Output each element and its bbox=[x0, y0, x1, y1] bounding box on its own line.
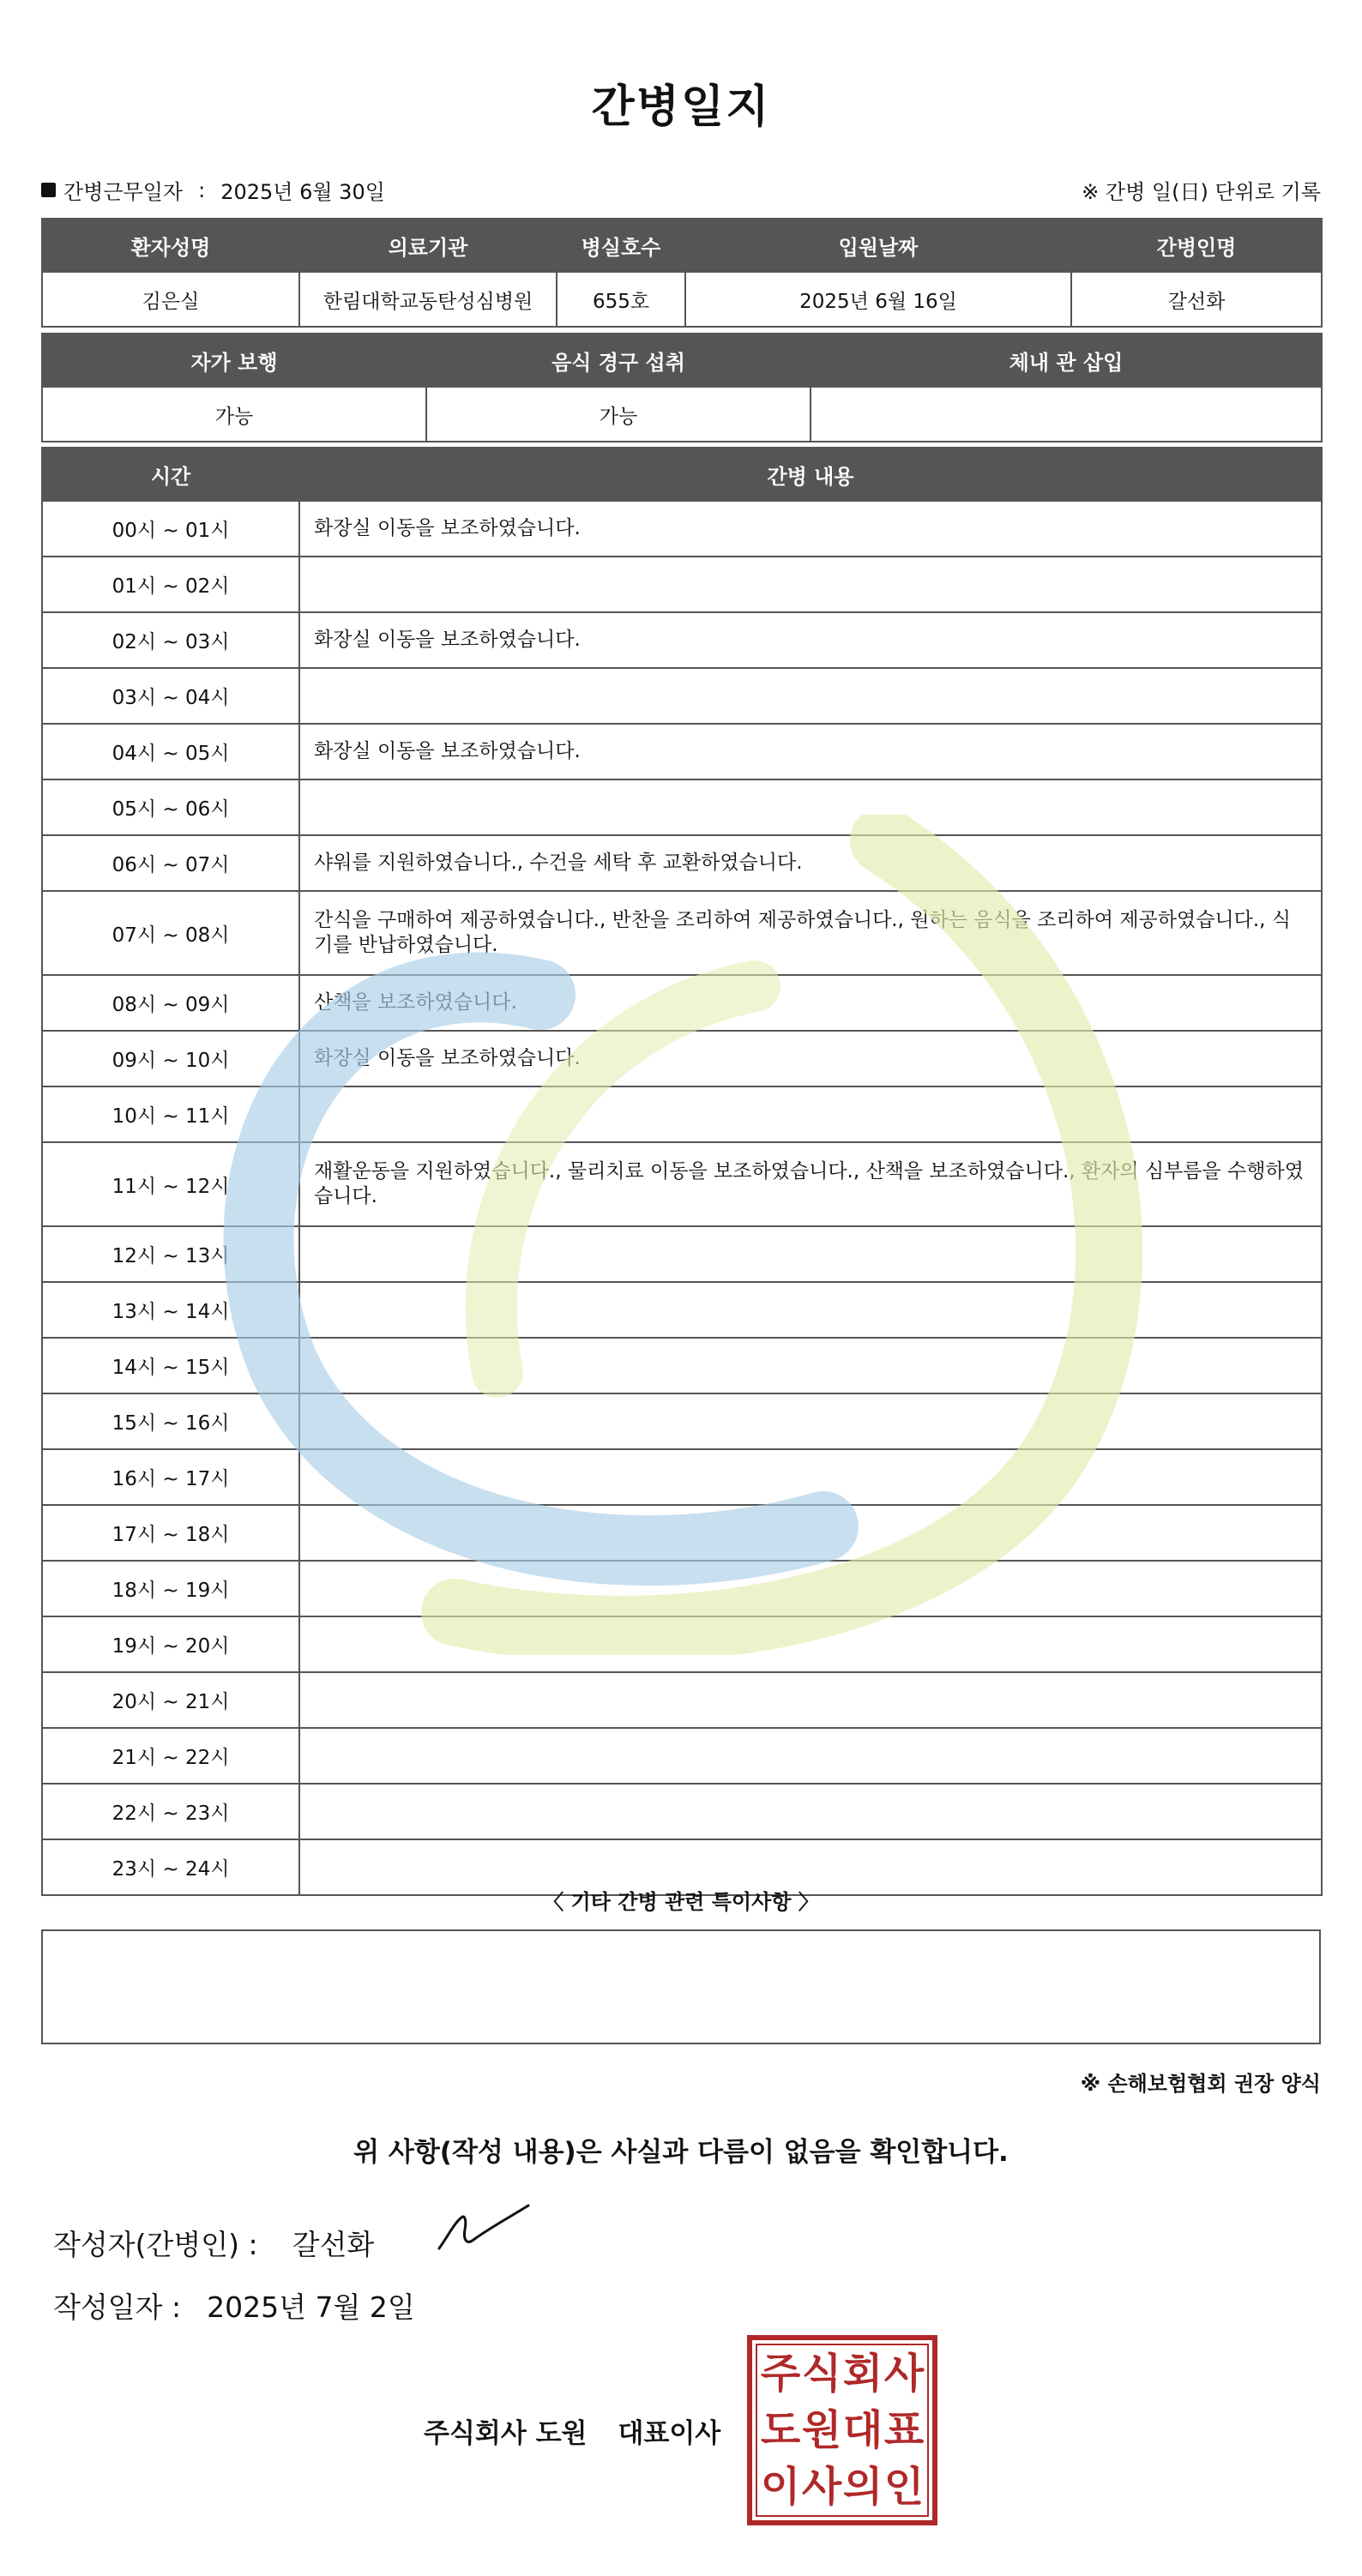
care-log-time: 09시 ~ 10시 bbox=[42, 1031, 299, 1086]
header-hospital: 의료기관 bbox=[299, 219, 557, 272]
care-log-content: 샤워를 지원하였습니다., 수건을 세탁 후 교환하였습니다. bbox=[299, 835, 1322, 891]
care-log-time: 17시 ~ 18시 bbox=[42, 1505, 299, 1561]
care-log-time: 00시 ~ 01시 bbox=[42, 501, 299, 557]
care-log-time: 11시 ~ 12시 bbox=[42, 1142, 299, 1226]
status-info-header-row bbox=[42, 334, 1322, 387]
work-date-label: 간병근무일자 bbox=[63, 180, 184, 204]
care-log-time: 10시 ~ 11시 bbox=[42, 1086, 299, 1142]
header-admission-date: 입원날짜 bbox=[685, 219, 1071, 272]
care-log-time: 01시 ~ 02시 bbox=[42, 557, 299, 612]
seal-character: 이 bbox=[760, 2463, 801, 2511]
care-log-row bbox=[42, 501, 1322, 557]
care-log-time: 18시 ~ 19시 bbox=[42, 1561, 299, 1616]
room-number: 655호 bbox=[557, 272, 685, 327]
seal-character: 회 bbox=[842, 2350, 883, 2398]
header-room-number: 병실호수 bbox=[557, 219, 685, 272]
company-name: 주식회사 도원 bbox=[424, 2418, 588, 2449]
company-row bbox=[424, 2411, 720, 2450]
care-log-time: 02시 ~ 03시 bbox=[42, 612, 299, 668]
care-log-row bbox=[42, 1672, 1322, 1728]
care-log-time: 05시 ~ 06시 bbox=[42, 779, 299, 835]
care-log-content bbox=[299, 1784, 1322, 1839]
seal-character: 표 bbox=[883, 2406, 925, 2454]
header-care-content: 간병 내용 bbox=[299, 448, 1322, 501]
care-log-time: 19시 ~ 20시 bbox=[42, 1616, 299, 1672]
header-patient-name: 환자성명 bbox=[42, 219, 299, 272]
care-log-content: 화장실 이동을 보조하였습니다. bbox=[299, 501, 1322, 557]
care-log-time: 12시 ~ 13시 bbox=[42, 1226, 299, 1282]
work-date-row bbox=[41, 175, 385, 205]
patient-info-header-row bbox=[42, 219, 1322, 272]
watermark-logo bbox=[206, 815, 1184, 1655]
seal-character: 식 bbox=[801, 2350, 842, 2398]
representative-title: 대표이사 bbox=[618, 2418, 721, 2449]
seal-character: 사 bbox=[801, 2463, 842, 2511]
form-source-note: ※ 손해보험협회 권장 양식 bbox=[1080, 2072, 1321, 2096]
patient-info-value-row bbox=[42, 272, 1322, 327]
seal-character: 원 bbox=[801, 2406, 842, 2454]
care-log-time: 21시 ~ 22시 bbox=[42, 1728, 299, 1784]
hospital-name: 한림대학교동탄성심병원 bbox=[299, 272, 557, 327]
care-log-content bbox=[299, 557, 1322, 612]
care-log-content: 화장실 이동을 보조하였습니다. bbox=[299, 612, 1322, 668]
care-log-row bbox=[42, 612, 1322, 668]
oral-intake-value: 가능 bbox=[426, 387, 811, 442]
admission-date: 2025년 6월 16일 bbox=[685, 272, 1071, 327]
signature-mark bbox=[436, 2202, 532, 2257]
seal-character: 주 bbox=[760, 2350, 801, 2398]
care-log-content bbox=[299, 668, 1322, 724]
care-log-time: 07시 ~ 08시 bbox=[42, 891, 299, 975]
header-self-walking: 자가 보행 bbox=[42, 334, 426, 387]
care-log-content: 화장실 이동을 보조하였습니다. bbox=[299, 724, 1322, 779]
seal-character: 사 bbox=[883, 2350, 925, 2398]
status-info-table bbox=[41, 333, 1323, 442]
care-log-row bbox=[42, 724, 1322, 779]
care-log-content: 화장실 이동을 보조하였습니다. bbox=[299, 1031, 1322, 1086]
company-seal bbox=[746, 2334, 938, 2526]
status-info-value-row bbox=[42, 387, 1322, 442]
tube-insertion-value bbox=[811, 387, 1322, 442]
confirmation-statement: 위 사항(작성 내용)은 사실과 다름이 없음을 확인합니다. bbox=[353, 2137, 1009, 2168]
care-log-row bbox=[42, 668, 1322, 724]
header-time: 시간 bbox=[42, 448, 299, 501]
written-date-value: 2025년 7월 2일 bbox=[207, 2290, 415, 2324]
special-notes-box bbox=[41, 1929, 1321, 2044]
writer-row bbox=[53, 2223, 374, 2263]
seal-character: 대 bbox=[842, 2406, 883, 2454]
written-date-row bbox=[53, 2285, 415, 2326]
document-title: 간병일지 bbox=[591, 81, 771, 133]
seal-character: 의 bbox=[842, 2463, 883, 2511]
seal-character: 도 bbox=[760, 2406, 801, 2454]
writer-name: 갈선화 bbox=[292, 2228, 375, 2261]
care-log-time: 15시 ~ 16시 bbox=[42, 1393, 299, 1449]
care-log-row bbox=[42, 1728, 1322, 1784]
header-oral-intake: 음식 경구 섭취 bbox=[426, 334, 811, 387]
care-log-time: 06시 ~ 07시 bbox=[42, 835, 299, 891]
writer-label: 작성자(간병인) : bbox=[53, 2228, 258, 2261]
work-date-value: 2025년 6월 30일 bbox=[220, 180, 385, 204]
care-log-content bbox=[299, 1728, 1322, 1784]
care-log-content: 간식을 구매하여 제공하였습니다., 반찬을 조리하여 제공하였습니다., 원하는 음식을 조리하여 제공하였습니다., 식기를 반납하였습니다. bbox=[299, 891, 1322, 975]
care-log-content: 재활운동을 지원하였습니다., 물리치료 이동을 보조하였습니다., 산책을 보조하였습니다., 환자의 심부름을 수행하였습니다. bbox=[299, 1142, 1322, 1226]
care-log-content bbox=[299, 1672, 1322, 1728]
header-caregiver-name: 간병인명 bbox=[1071, 219, 1322, 272]
care-log-time: 13시 ~ 14시 bbox=[42, 1282, 299, 1338]
care-log-time: 03시 ~ 04시 bbox=[42, 668, 299, 724]
care-log-header-row bbox=[42, 448, 1322, 501]
caregiver-name: 갈선화 bbox=[1071, 272, 1322, 327]
care-log-time: 22시 ~ 23시 bbox=[42, 1784, 299, 1839]
patient-name: 김은실 bbox=[42, 272, 299, 327]
special-notes-title: 〈 기타 간병 관련 특이사항 〉 bbox=[543, 1890, 819, 1914]
patient-info-table bbox=[41, 218, 1323, 328]
care-log-time: 04시 ~ 05시 bbox=[42, 724, 299, 779]
care-log-time: 08시 ~ 09시 bbox=[42, 975, 299, 1031]
care-log-time: 23시 ~ 24시 bbox=[42, 1839, 299, 1895]
care-log-time: 20시 ~ 21시 bbox=[42, 1672, 299, 1728]
header-tube-insertion: 체내 관 삽입 bbox=[811, 334, 1322, 387]
unit-note: ※ 간병 일(日) 단위로 기록 bbox=[1082, 180, 1321, 204]
care-log-time: 14시 ~ 15시 bbox=[42, 1338, 299, 1393]
work-date-separator: : bbox=[198, 178, 206, 202]
care-log-row bbox=[42, 1784, 1322, 1839]
written-date-label: 작성일자 : bbox=[53, 2290, 182, 2324]
seal-character: 인 bbox=[883, 2463, 925, 2511]
care-log-content: 산책을 보조하였습니다. bbox=[299, 975, 1322, 1031]
care-log-time: 16시 ~ 17시 bbox=[42, 1449, 299, 1505]
care-log-row bbox=[42, 557, 1322, 612]
self-walking-value: 가능 bbox=[42, 387, 426, 442]
bullet-square-icon bbox=[41, 183, 56, 197]
